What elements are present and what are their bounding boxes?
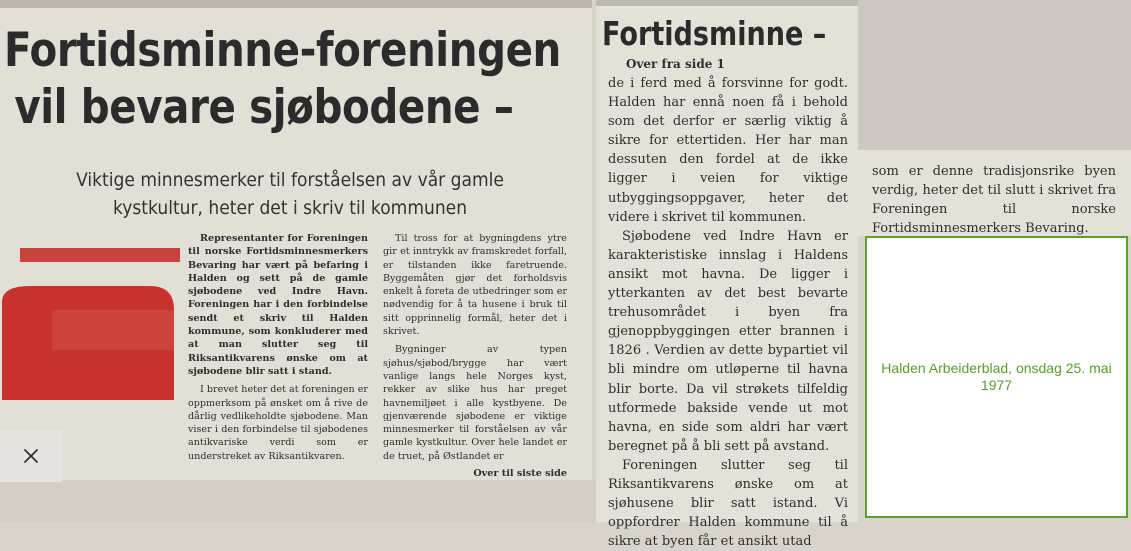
article-column-2 (383, 232, 567, 480)
column-1-paragraph-1: Representanter for Foreningen til norske Fortidsminnesmerkers Bevaring har vært på befaring i Halden og sett på de gamle sjøbodene ved Indre Havn. Foreningen har i den forbindelse sendt et skriv til Halden kommune, som konkluderer med at man slutter seg til Riksantikvarens ønske om at sjøbodene blir satt i stand. (188, 233, 368, 377)
continuation-paragraph-2: Sjøbodene ved Indre Havn er karakteristiske innslag i Haldens ansikt mot havna. De ligger i ytterkanten av det best bevarte trehusområdet i byen fra gjenoppbyggingen etter brannen i 1826 . Verdien av dette bypartiet vil bli mindre om utløperne til havna blir borte. Da vil strøkets tilfeldig utformede bakside vende ut mot havna, en side som aldri har vært beregnet på å bli sett på avstand. (608, 228, 848, 454)
left-clipping (0, 0, 592, 480)
continuation-headline: Fortidsminne – (602, 14, 827, 53)
caption-text: Halden Arbeiderblad, onsdag 25. mai 1977 (881, 360, 1112, 393)
continued-from-label: Over fra side 1 (626, 57, 725, 71)
column-1-paragraph-2: I brevet heter det at foreningen er oppmerksom på ønsket om å rive de dårlig vedlikeholdte sjøbodene. Man viser i den forbindelse til sjøbodenes antikvariske verdi som er understreket av Riksantikvaren. (188, 384, 368, 462)
blank-area (858, 0, 1131, 150)
bottom-strip (0, 480, 596, 522)
continuation-body (608, 74, 848, 551)
close-icon (23, 448, 39, 464)
column-2-paragraph-1: Til tross for at bygningdens ytre gir et inntrykk av framskredet forfall, er tilstanden ikke faretruende. Byggemåten gjør det forholdsvis enkelt å foreta de utbedringer som er nødvendig for å ta husene i bruk til sitt opprinnelig formål, heter det i skrivet. (383, 233, 567, 338)
continuation-paragraph-3: Foreningen slutter seg til Riksantikvarens ønske om at sjøhusene blir satt istand. Vi oppfordrer Halden kommune til å sikre at byen får et ansikt utad (608, 457, 848, 550)
continuation-body-2 (872, 162, 1116, 238)
right-clipping (596, 0, 858, 550)
caption-box (865, 236, 1128, 518)
continuation-paragraph-1: de i ferd med å forsvinne for godt. Halden har ennå noen få i behold som det derfor er særlig viktig å sikre for ettertiden. Her har man dessuten den fordel at de ikke ligger i veien for viktige utbyggingsoppgaver, heter det videre i skrivet til kommunen. (608, 76, 848, 225)
close-button[interactable] (0, 430, 62, 482)
article-headline: Fortidsminne-foreningen vil bevare sjøbodene – (4, 23, 561, 135)
clipping-top-edge (596, 0, 858, 6)
article-column-1 (188, 232, 368, 463)
column-2-paragraph-2: Bygninger av typen sjøhus/sjøbod/brygge har vært vanlige langs hele Norges kyst, rekker av slike hus har preget havnemiljøet i alle kystbyene. De gjenværende sjøbodene er viktige minnesmerker til forståelsen av vår gamle kystkultur. Over hele landet er de truet, på Østlandet er (383, 344, 567, 462)
clipping-top-edge (0, 0, 592, 8)
continuation-paragraph-4: som er denne tradisjonsrike byen verdig, heter det til slutt i skrivet fra Foreningen til norske Fortidsminnesmerkers Bevaring. (872, 164, 1116, 237)
continued-notice: Over til siste side (473, 468, 567, 480)
article-subhead: Viktige minnesmerker til forståelsen av vår gamle kystkultur, heter det i skriv til kommunen (76, 169, 504, 219)
